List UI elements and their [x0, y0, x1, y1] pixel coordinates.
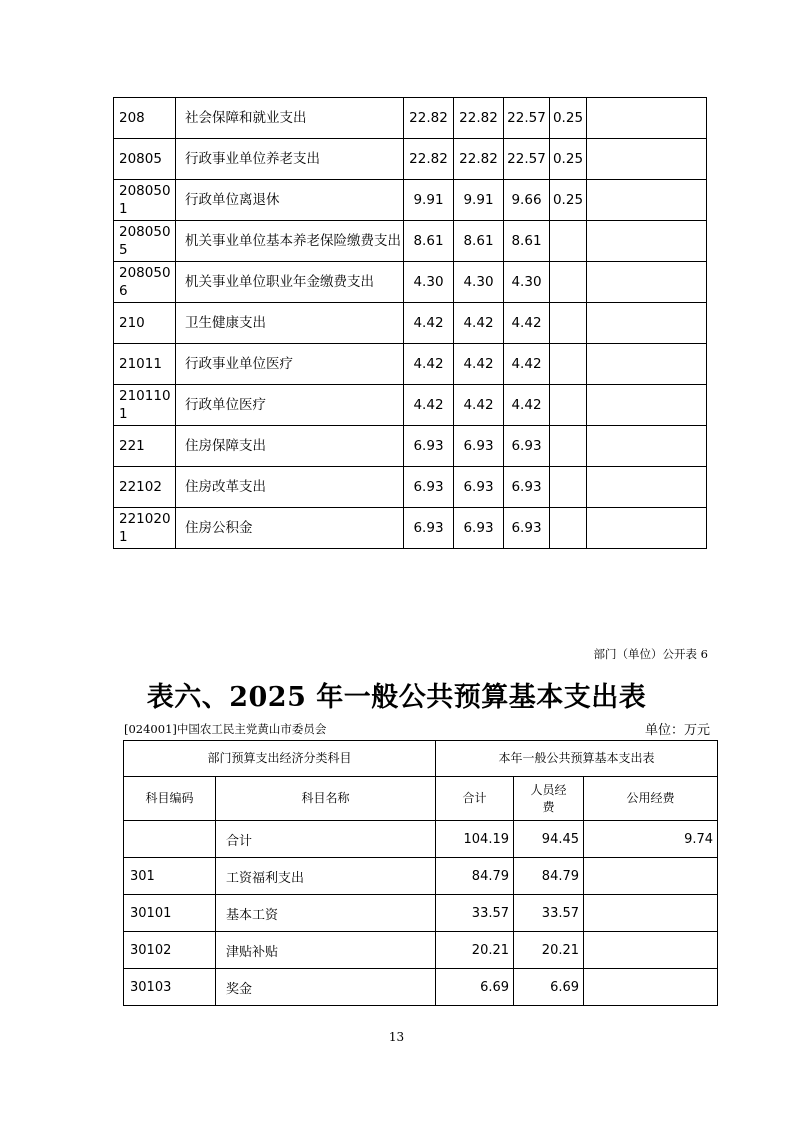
header-subject-code: 科目编码	[124, 777, 216, 821]
value-cell	[550, 508, 587, 549]
total-cell: 6.69	[436, 969, 514, 1006]
value-cell: 6.93	[454, 426, 504, 467]
value-cell	[587, 139, 707, 180]
subject-name: 行政单位医疗	[176, 385, 404, 426]
subject-name: 工资福利支出	[216, 858, 436, 895]
header-total: 合计	[436, 777, 514, 821]
page-number: 13	[388, 1030, 405, 1044]
value-cell	[587, 426, 707, 467]
subject-code: 2101101	[114, 385, 176, 426]
subject-code: 2080501	[114, 180, 176, 221]
value-cell: 6.93	[404, 467, 454, 508]
subject-name: 行政单位离退休	[176, 180, 404, 221]
value-cell: 4.42	[454, 344, 504, 385]
table-row	[114, 221, 707, 262]
value-cell	[550, 344, 587, 385]
value-cell: 6.93	[404, 508, 454, 549]
subject-name: 社会保障和就业支出	[176, 98, 404, 139]
functional-classification-table	[113, 97, 707, 549]
total-cell: 33.57	[436, 895, 514, 932]
total-cell: 84.79	[436, 858, 514, 895]
value-cell: 9.91	[404, 180, 454, 221]
value-cell: 8.61	[404, 221, 454, 262]
subject-name: 住房改革支出	[176, 467, 404, 508]
value-cell: 0.25	[550, 98, 587, 139]
table-row	[114, 508, 707, 549]
subject-code: 2080505	[114, 221, 176, 262]
value-cell: 4.30	[404, 262, 454, 303]
value-cell: 22.82	[404, 98, 454, 139]
value-cell: 6.93	[504, 508, 550, 549]
subject-name: 住房公积金	[176, 508, 404, 549]
value-cell: 4.42	[404, 303, 454, 344]
value-cell: 4.30	[454, 262, 504, 303]
table-row	[124, 821, 718, 858]
table-row	[114, 303, 707, 344]
table-row	[114, 98, 707, 139]
subject-code: 2080506	[114, 262, 176, 303]
organization-name: [024001]中国农工民主党黄山市委员会	[124, 722, 327, 736]
table-row	[124, 858, 718, 895]
value-cell: 22.57	[504, 139, 550, 180]
value-cell: 6.93	[404, 426, 454, 467]
basic-expenditure-table	[123, 740, 718, 1006]
header-classification-group: 部门预算支出经济分类科目	[124, 741, 436, 777]
table-row	[124, 932, 718, 969]
value-cell	[587, 303, 707, 344]
subject-code: 30103	[124, 969, 216, 1006]
subject-name: 行政事业单位医疗	[176, 344, 404, 385]
value-cell: 4.42	[454, 385, 504, 426]
subject-code: 2210201	[114, 508, 176, 549]
header-personnel-expense: 人员经费	[514, 777, 584, 821]
value-cell: 0.25	[550, 180, 587, 221]
value-cell	[587, 221, 707, 262]
table-row	[114, 344, 707, 385]
table-row	[114, 467, 707, 508]
value-cell	[550, 221, 587, 262]
value-cell: 9.66	[504, 180, 550, 221]
value-cell: 22.82	[454, 139, 504, 180]
value-cell: 8.61	[504, 221, 550, 262]
personnel-expense-cell: 20.21	[514, 932, 584, 969]
value-cell: 4.42	[504, 344, 550, 385]
subject-code: 221	[114, 426, 176, 467]
value-cell: 8.61	[454, 221, 504, 262]
value-cell: 9.91	[454, 180, 504, 221]
value-cell	[587, 344, 707, 385]
public-expense-cell	[584, 932, 718, 969]
value-cell	[587, 508, 707, 549]
subject-name: 机关事业单位基本养老保险缴费支出	[176, 221, 404, 262]
table-row	[124, 969, 718, 1006]
value-cell: 4.42	[404, 344, 454, 385]
personnel-expense-cell: 84.79	[514, 858, 584, 895]
page-title: 表六、2025 年一般公共预算基本支出表	[146, 682, 647, 713]
table-row	[114, 180, 707, 221]
value-cell: 6.93	[504, 426, 550, 467]
value-cell: 22.57	[504, 98, 550, 139]
subject-name: 行政事业单位养老支出	[176, 139, 404, 180]
personnel-expense-cell: 94.45	[514, 821, 584, 858]
value-cell: 4.42	[504, 385, 550, 426]
subject-name: 奖金	[216, 969, 436, 1006]
subject-code: 210	[114, 303, 176, 344]
subject-code: 301	[124, 858, 216, 895]
value-cell: 4.42	[454, 303, 504, 344]
public-expense-cell	[584, 969, 718, 1006]
subject-code: 30102	[124, 932, 216, 969]
table-row	[114, 385, 707, 426]
public-expense-cell: 9.74	[584, 821, 718, 858]
value-cell: 6.93	[454, 508, 504, 549]
subject-name: 机关事业单位职业年金缴费支出	[176, 262, 404, 303]
table-row	[124, 895, 718, 932]
value-cell: 4.30	[504, 262, 550, 303]
value-cell: 4.42	[404, 385, 454, 426]
value-cell	[587, 262, 707, 303]
value-cell	[550, 262, 587, 303]
subject-name: 基本工资	[216, 895, 436, 932]
subject-name: 津贴补贴	[216, 932, 436, 969]
table-row	[114, 262, 707, 303]
subject-code: 30101	[124, 895, 216, 932]
header-subject-name: 科目名称	[216, 777, 436, 821]
subject-code: 208	[114, 98, 176, 139]
value-cell	[587, 98, 707, 139]
unit-label: 单位：万元	[644, 723, 710, 738]
subject-code: 22102	[114, 467, 176, 508]
value-cell: 4.42	[504, 303, 550, 344]
subject-code: 21011	[114, 344, 176, 385]
table-row	[114, 426, 707, 467]
value-cell	[587, 180, 707, 221]
total-cell: 104.19	[436, 821, 514, 858]
value-cell: 6.93	[504, 467, 550, 508]
personnel-expense-cell: 6.69	[514, 969, 584, 1006]
value-cell	[587, 467, 707, 508]
total-cell: 20.21	[436, 932, 514, 969]
subject-name: 合计	[216, 821, 436, 858]
value-cell	[550, 426, 587, 467]
value-cell	[587, 385, 707, 426]
table-row	[114, 139, 707, 180]
personnel-expense-cell: 33.57	[514, 895, 584, 932]
header-expenditure-group: 本年一般公共预算基本支出表	[436, 741, 718, 777]
value-cell: 22.82	[454, 98, 504, 139]
header-public-expense: 公用经费	[584, 777, 718, 821]
value-cell	[550, 385, 587, 426]
value-cell	[550, 303, 587, 344]
subject-code: 20805	[114, 139, 176, 180]
subject-code	[124, 821, 216, 858]
value-cell: 22.82	[404, 139, 454, 180]
subject-name: 卫生健康支出	[176, 303, 404, 344]
value-cell: 0.25	[550, 139, 587, 180]
public-expense-cell	[584, 858, 718, 895]
public-expense-cell	[584, 895, 718, 932]
form-identifier: 部门（单位）公开表 6	[593, 647, 708, 661]
subject-name: 住房保障支出	[176, 426, 404, 467]
value-cell	[550, 467, 587, 508]
value-cell: 6.93	[454, 467, 504, 508]
